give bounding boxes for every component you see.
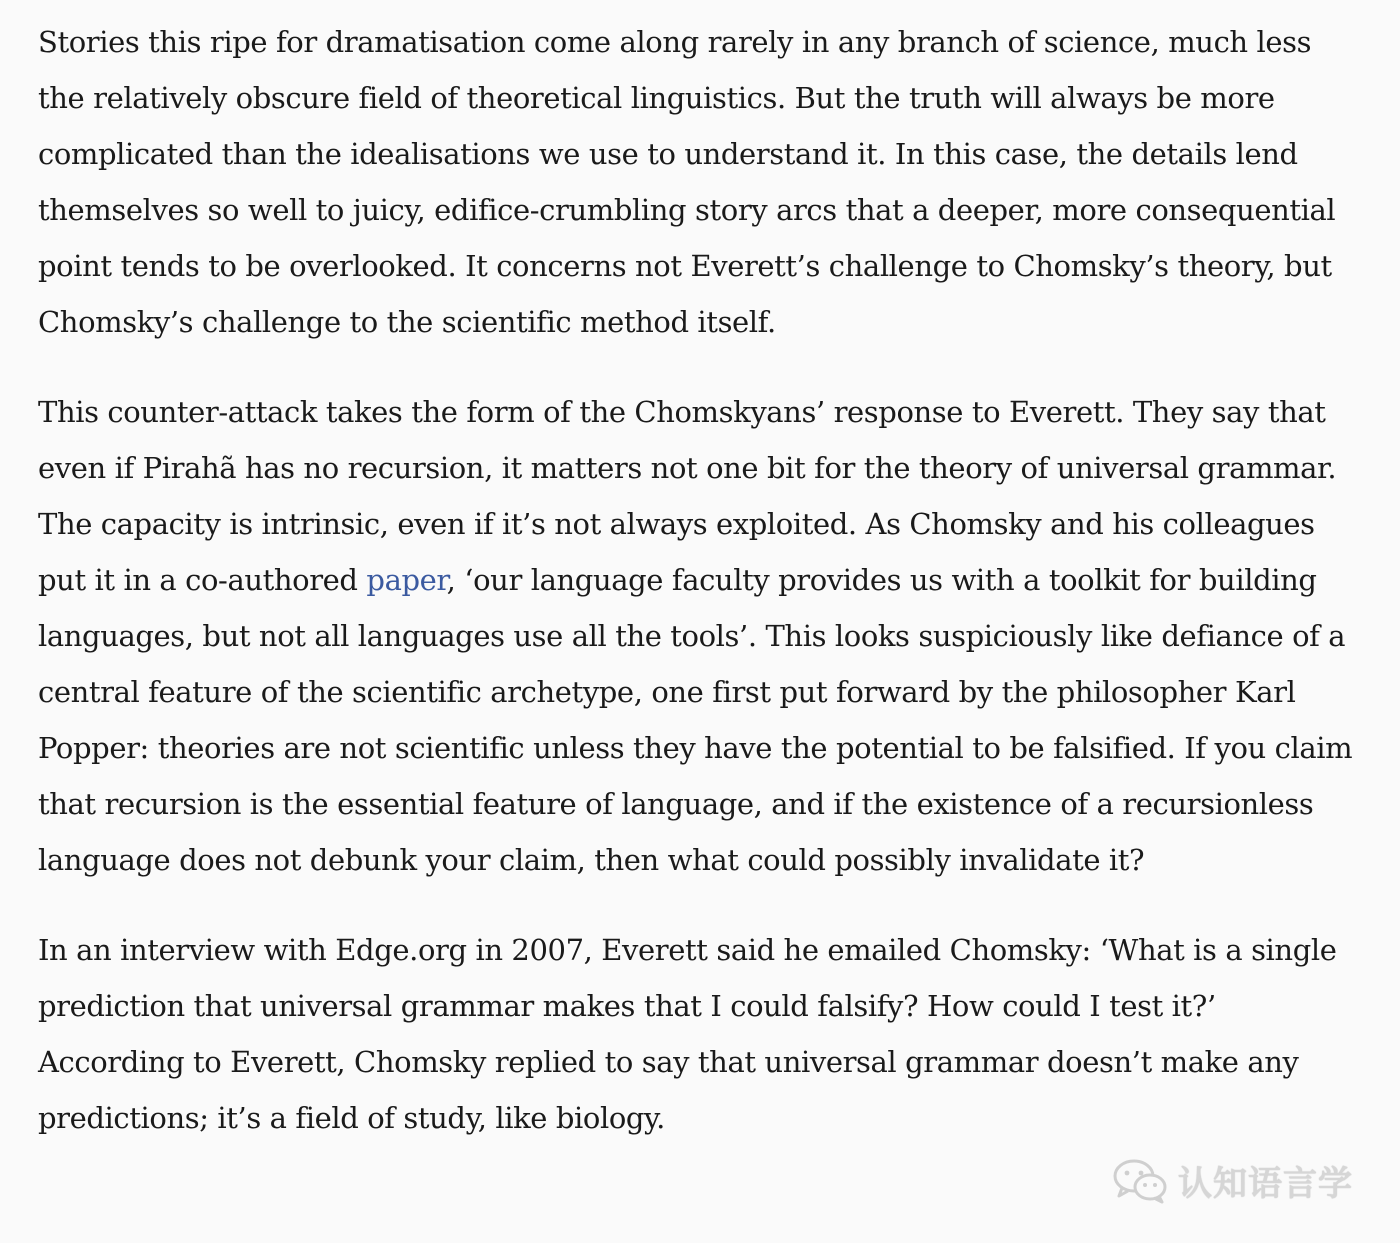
paragraph-2-text-after: , ‘our language faculty provides us with a toolkit for building languages, but not all languages use all the tools’. This looks suspiciously like defiance of a central feature of the scientific archetype, one first put forward by the philosopher Karl Popper: theories are not scientific unless they have the potential to be falsified. If you claim that recursion is the essential feature of language, and if the existence of a recursionless language does not debunk your claim, then what could possibly invalidate it? [38, 563, 1353, 877]
paragraph-1: Stories this ripe for dramatisation come along rarely in any branch of science, much less the relatively obscure field of theoretical linguistics. But the truth will always be more complicated than the idealisations we use to understand it. In this case, the details lend themselves so well to juicy, edifice-crumbling story arcs that a deeper, more consequential point tends to be overlooked. It concerns not Everett’s challenge to Chomsky’s theory, but Chomsky’s challenge to the scientific method itself. [38, 25, 1336, 339]
article-body [38, 14, 1358, 1180]
paragraph-2-text-before: This counter-attack takes the form of the Chomskyans’ response to Everett. They say that even if Pirahã has no recursion, it matters not one bit for the theory of universal grammar. The capacity is intrinsic, even if it’s not always exploited. As Chomsky and his colleagues put it in a co-authored [38, 395, 1337, 597]
paragraph-2 [38, 384, 1358, 888]
paper-link[interactable]: paper [366, 563, 447, 597]
paragraph-3: In an interview with Edge.org in 2007, Everett said he emailed Chomsky: ‘What is a single prediction that universal grammar makes that I could falsify? How could I test it?’ According to Everett, Chomsky replied to say that universal grammar doesn’t make any predictions; it’s a field of study, like biology. [38, 933, 1337, 1135]
wechat-watermark [1112, 1156, 1353, 1205]
watermark-label: 认知语言学 [1178, 1164, 1353, 1204]
wechat-icon [1112, 1158, 1168, 1204]
